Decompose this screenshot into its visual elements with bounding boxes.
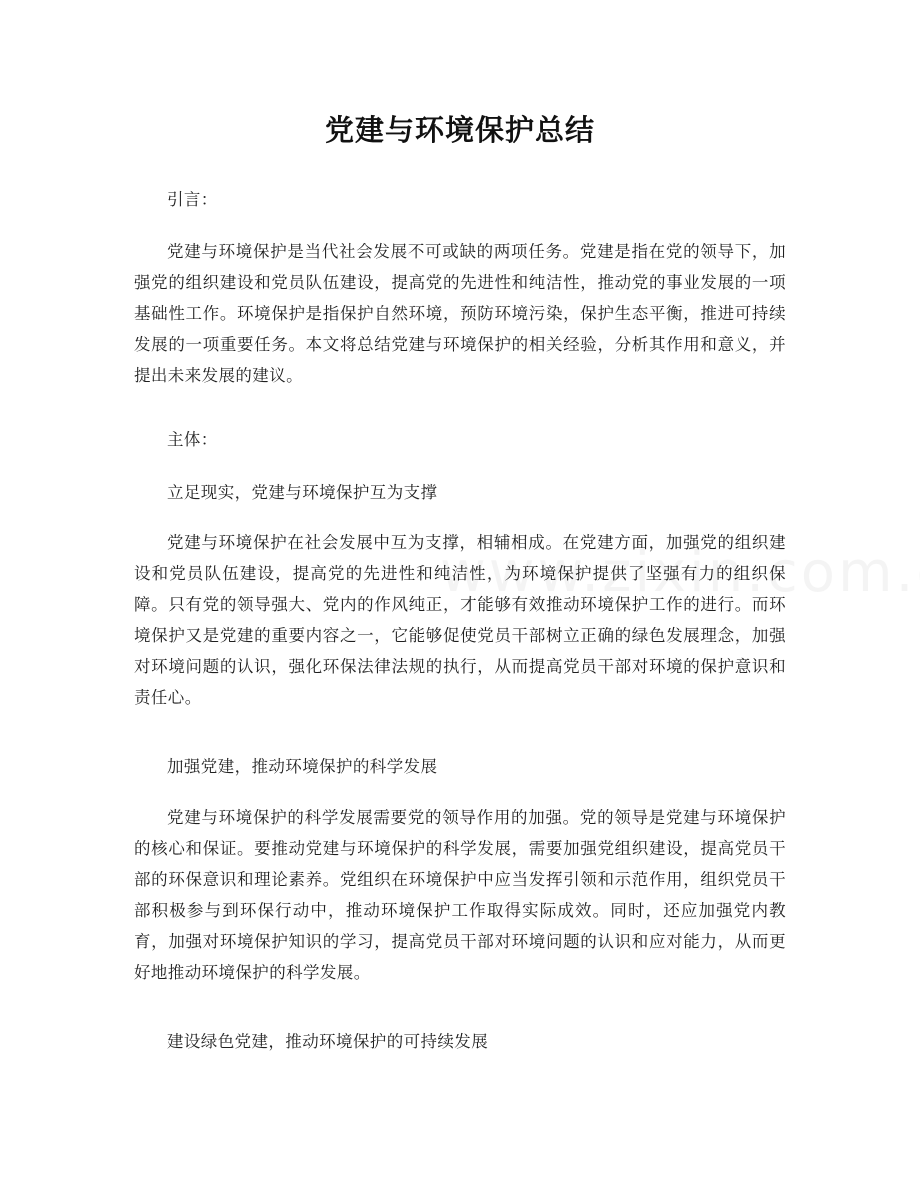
document-title: 党建与环境保护总结 [324, 113, 595, 147]
section-heading-1: 立足现实，党建与环境保护互为支撑 [167, 483, 438, 502]
paragraph-section-1: 党建与环境保护在社会发展中互为支撑，相辅相成。在党建方面，加强党的组织建设和党员队伍建设，提高党的先进性和纯洁性，为环境保护提供了坚强有力的组织保障。只有党的领导强大、党内的作风纯正，才能够有效推动环境保护工作的进行。而环境保护又是党建的重要内容之一，它能够促使党员干部树立正确的绿色发展理念，加强对环境问题的认识，强化环保法律法规的执行，从而提高党员干部对环境的保护意识和责任心。 [134, 533, 786, 707]
paragraph-section-2: 党建与环境保护的科学发展需要党的领导作用的加强。党的领导是党建与环境保护的核心和保证。要推动党建与环境保护的科学发展，需要加强党组织建设，提高党员干部的环保意识和理论素养。党组织在环境保护中应当发挥引领和示范作用，组织党员干部积极参与到环保行动中，推动环境保护工作取得实际成效。同时，还应加强党内教育，加强对环境保护知识的学习，提高党员干部对环境问题的认识和应对能力，从而更好地推动环境保护的科学发展。 [134, 808, 786, 982]
section-heading-2: 加强党建，推动环境保护的科学发展 [167, 757, 438, 776]
paragraph-body-label: 主体： [167, 430, 218, 449]
paragraph-intro: 党建与环境保护是当代社会发展不可或缺的两项任务。党建是指在党的领导下，加强党的组织建设和党员队伍建设，提高党的先进性和纯洁性，推动党的事业发展的一项基础性工作。环境保护是指保护自然环境，预防环境污染，保护生态平衡，推进可持续发展的一项重要任务。本文将总结党建与环境保护的相关经验，分析其作用和意义，并提出未来发展的建议。 [134, 242, 786, 385]
paragraph-intro-label: 引言： [167, 190, 218, 209]
section-heading-3: 建设绿色党建，推动环境保护的可持续发展 [167, 1032, 489, 1051]
